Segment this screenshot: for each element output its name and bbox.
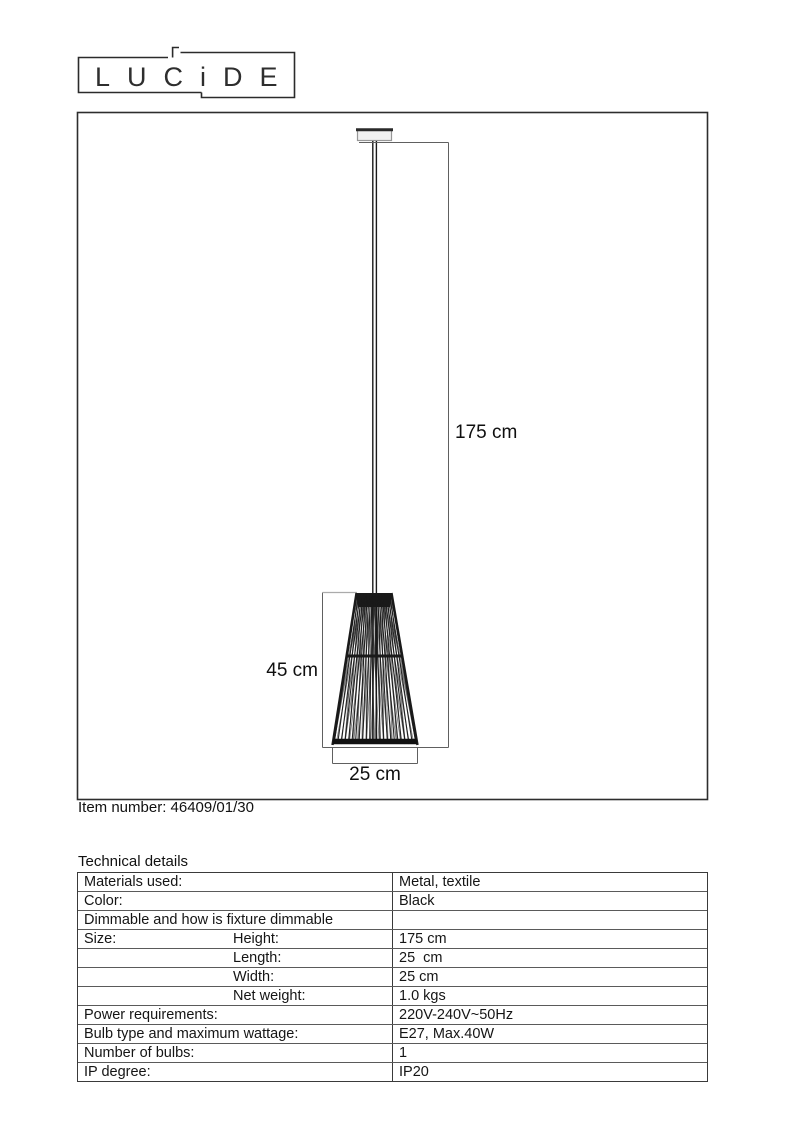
logo-text: LUCiDE — [95, 62, 295, 92]
row-sublabel: Net weight: — [233, 988, 306, 1004]
diagram-border — [78, 113, 708, 800]
dimension-label-height: 175 cm — [455, 422, 518, 443]
row-label: Bulb type and maximum wattage: — [84, 1026, 299, 1042]
row-label: Materials used: — [84, 874, 183, 890]
dimension-label-shade-height: 45 cm — [266, 660, 318, 681]
row-label: Dimmable and how is fixture dimmable — [84, 912, 334, 928]
technical-details-title: Technical details — [78, 853, 189, 870]
row-value: Metal, textile — [392, 873, 707, 891]
table-row — [78, 948, 707, 967]
row-label — [78, 968, 233, 986]
table-row — [78, 986, 707, 1005]
item-number: Item number: 46409/01/30 — [78, 799, 254, 816]
dimension-label-shade-width: 25 cm — [349, 764, 401, 785]
lamp-shade — [333, 593, 418, 745]
table-row — [78, 1024, 707, 1043]
technical-details-table — [77, 872, 708, 1082]
row-label: Number of bulbs: — [84, 1045, 195, 1061]
row-value: 1.0 kgs — [392, 987, 707, 1005]
table-row — [78, 891, 707, 910]
row-label: IP degree: — [84, 1064, 151, 1080]
row-sublabel: Width: — [233, 969, 275, 985]
table-row — [78, 967, 707, 986]
row-value: E27, Max.40W — [392, 1025, 707, 1043]
table-row — [78, 1062, 707, 1081]
row-sublabel: Height: — [233, 931, 279, 947]
row-value — [392, 911, 707, 929]
row-label — [78, 949, 233, 967]
table-row — [78, 910, 707, 929]
row-value: 175 cm — [392, 930, 707, 948]
row-value: 220V-240V~50Hz — [392, 1006, 707, 1024]
row-label: Color: — [84, 893, 123, 909]
shade-wires — [334, 594, 416, 744]
table-row — [78, 929, 707, 948]
row-label: Power requirements: — [84, 1007, 218, 1023]
row-value: 25 cm — [392, 968, 707, 986]
row-value: IP20 — [392, 1063, 707, 1081]
row-value: Black — [392, 892, 707, 910]
row-value: 1 — [392, 1044, 707, 1062]
table-row — [78, 873, 707, 891]
row-label: Size: — [84, 931, 117, 947]
row-value: 25 cm — [392, 949, 707, 967]
row-sublabel: Length: — [233, 950, 282, 966]
row-label — [78, 987, 233, 1005]
table-row — [78, 1005, 707, 1024]
table-row — [78, 1043, 707, 1062]
